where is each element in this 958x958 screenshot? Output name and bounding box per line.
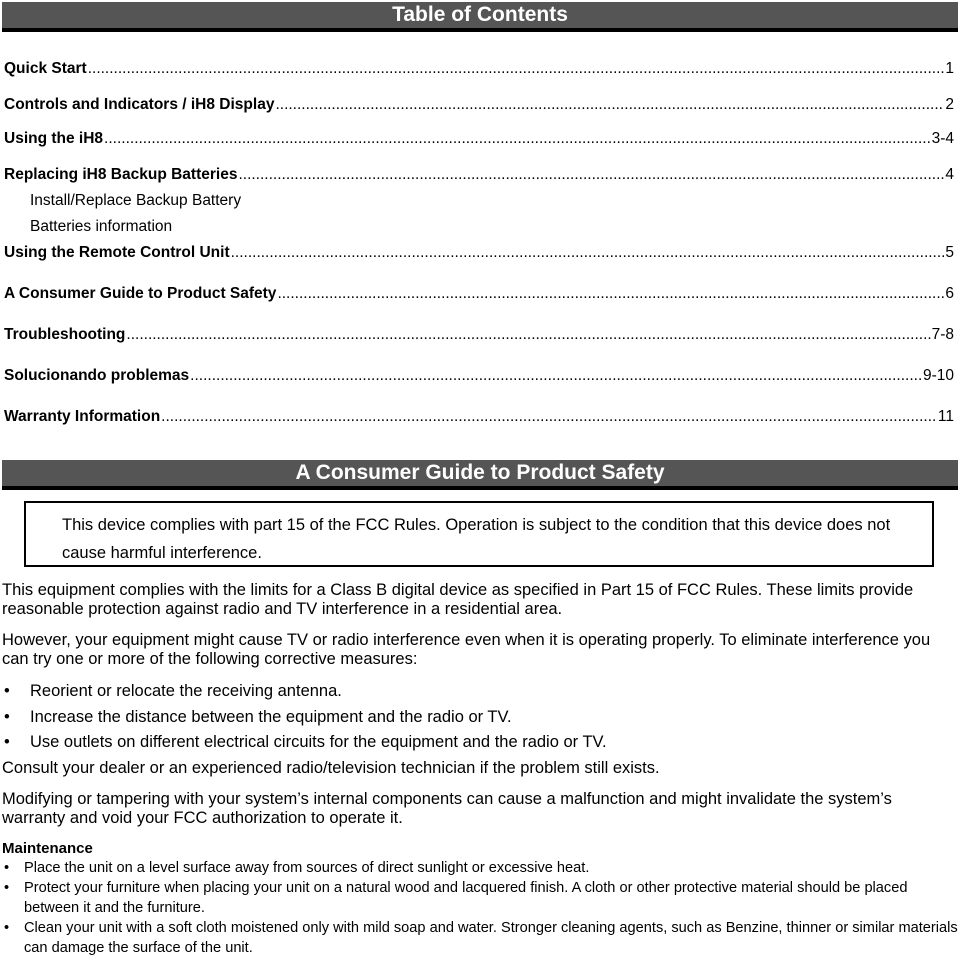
maintenance-item xyxy=(4,858,958,878)
interference-paragraph: However, your equipment might cause TV or radio interference even when it is operating properly. To eliminate interference you can try one or more of the following corrective measures: xyxy=(2,631,931,668)
toc-entry-label: Warranty Information xyxy=(4,408,161,425)
maintenance-text: Protect your furniture when placing your unit on a natural wood and lacquered finish. A cloth or other protective material should be placed between it and the furniture. xyxy=(24,880,908,916)
toc-entry-backup-batteries[interactable] xyxy=(4,166,954,184)
maintenance-item xyxy=(4,918,958,958)
toc-entry-remote-control[interactable] xyxy=(4,244,954,262)
toc-entry-label: Troubleshooting xyxy=(4,326,126,343)
toc-subentry-batteries-info[interactable]: Batteries information xyxy=(30,218,173,235)
maintenance-item xyxy=(4,878,958,918)
toc-leader-dots xyxy=(88,60,945,78)
toc-entry-controls[interactable] xyxy=(4,96,954,114)
toc-entry-page: 11 xyxy=(937,408,954,425)
toc-leader-dots xyxy=(126,326,930,344)
toc-entry-using-ih8[interactable] xyxy=(4,130,954,148)
toc-leader-dots xyxy=(231,244,945,262)
toc-entry-label: Quick Start xyxy=(4,60,87,77)
corrective-measure-text: Increase the distance between the equipment and the radio or TV. xyxy=(30,708,512,726)
toc-entry-label: Solucionando problemas xyxy=(4,367,190,384)
toc-entry-page: 3-4 xyxy=(931,130,954,147)
bullet-mark: • xyxy=(4,682,10,700)
toc-leader-dots xyxy=(104,130,931,148)
safety-title: A Consumer Guide to Product Safety xyxy=(295,461,665,484)
maintenance-heading: Maintenance xyxy=(2,840,93,857)
toc-entry-solucionando[interactable] xyxy=(4,367,954,385)
bullet-mark: • xyxy=(4,733,10,751)
toc-entry-label: Controls and Indicators / iH8 Display xyxy=(4,96,275,113)
maintenance-text: Place the unit on a level surface away from sources of direct sunlight or excessive heat. xyxy=(24,860,590,876)
toc-leader-dots xyxy=(275,96,944,114)
toc-leader-dots xyxy=(277,285,944,303)
toc-entry-label: Using the iH8 xyxy=(4,130,104,147)
toc-leader-dots xyxy=(161,408,937,426)
toc-entry-page: 7-8 xyxy=(931,326,954,343)
maintenance-text: Clean your unit with a soft cloth moistened only with mild soap and water. Stronger cleaning agents, such as Benzine, thinner or similar materials can damage the surface of the unit. xyxy=(24,920,958,956)
toc-entry-page: 2 xyxy=(945,96,954,113)
toc-entry-label: A Consumer Guide to Product Safety xyxy=(4,285,277,302)
fcc-notice-box xyxy=(24,501,934,567)
toc-leader-dots xyxy=(190,367,922,385)
bullet-mark: • xyxy=(4,860,10,876)
toc-entry-page: 4 xyxy=(945,166,954,183)
tampering-paragraph: Modifying or tampering with your system’s internal components can cause a malfunction and might invalidate the system’s warranty and void your FCC authorization to operate it. xyxy=(2,790,892,827)
bullet-mark: • xyxy=(4,920,10,936)
toc-entry-quick-start[interactable] xyxy=(4,60,954,78)
toc-entry-label: Using the Remote Control Unit xyxy=(4,244,230,261)
corrective-measure-text: Use outlets on different electrical circuits for the equipment and the radio or TV. xyxy=(30,733,607,751)
bullet-mark: • xyxy=(4,880,10,896)
toc-entry-product-safety[interactable] xyxy=(4,285,954,303)
toc-entry-page: 9-10 xyxy=(922,367,954,384)
corrective-measure-text: Reorient or relocate the receiving antenna. xyxy=(30,682,342,700)
fcc-notice-text: This device complies with part 15 of the FCC Rules. Operation is subject to the condition that this device does not cause harmful interference. xyxy=(62,516,891,562)
toc-title: Table of Contents xyxy=(392,3,568,26)
bullet-mark: • xyxy=(4,708,10,726)
toc-entry-troubleshooting[interactable] xyxy=(4,326,954,344)
toc-entry-warranty[interactable] xyxy=(4,408,954,426)
toc-entry-page: 5 xyxy=(945,244,954,261)
toc-entry-label: Replacing iH8 Backup Batteries xyxy=(4,166,238,183)
class-b-paragraph: This equipment complies with the limits for a Class B digital device as specified in Part 15 of FCC Rules. These limits provide reasonable protection against radio and TV interference in a residential area. xyxy=(2,581,914,618)
toc-entry-page: 1 xyxy=(945,60,954,77)
toc-banner xyxy=(2,2,958,32)
toc-subentry-install[interactable]: Install/Replace Backup Battery xyxy=(30,192,242,209)
toc-leader-dots xyxy=(238,166,944,184)
safety-banner xyxy=(2,460,958,490)
consult-paragraph: Consult your dealer or an experienced radio/television technician if the problem still exists. xyxy=(2,759,660,777)
toc-entry-page: 6 xyxy=(945,285,954,302)
